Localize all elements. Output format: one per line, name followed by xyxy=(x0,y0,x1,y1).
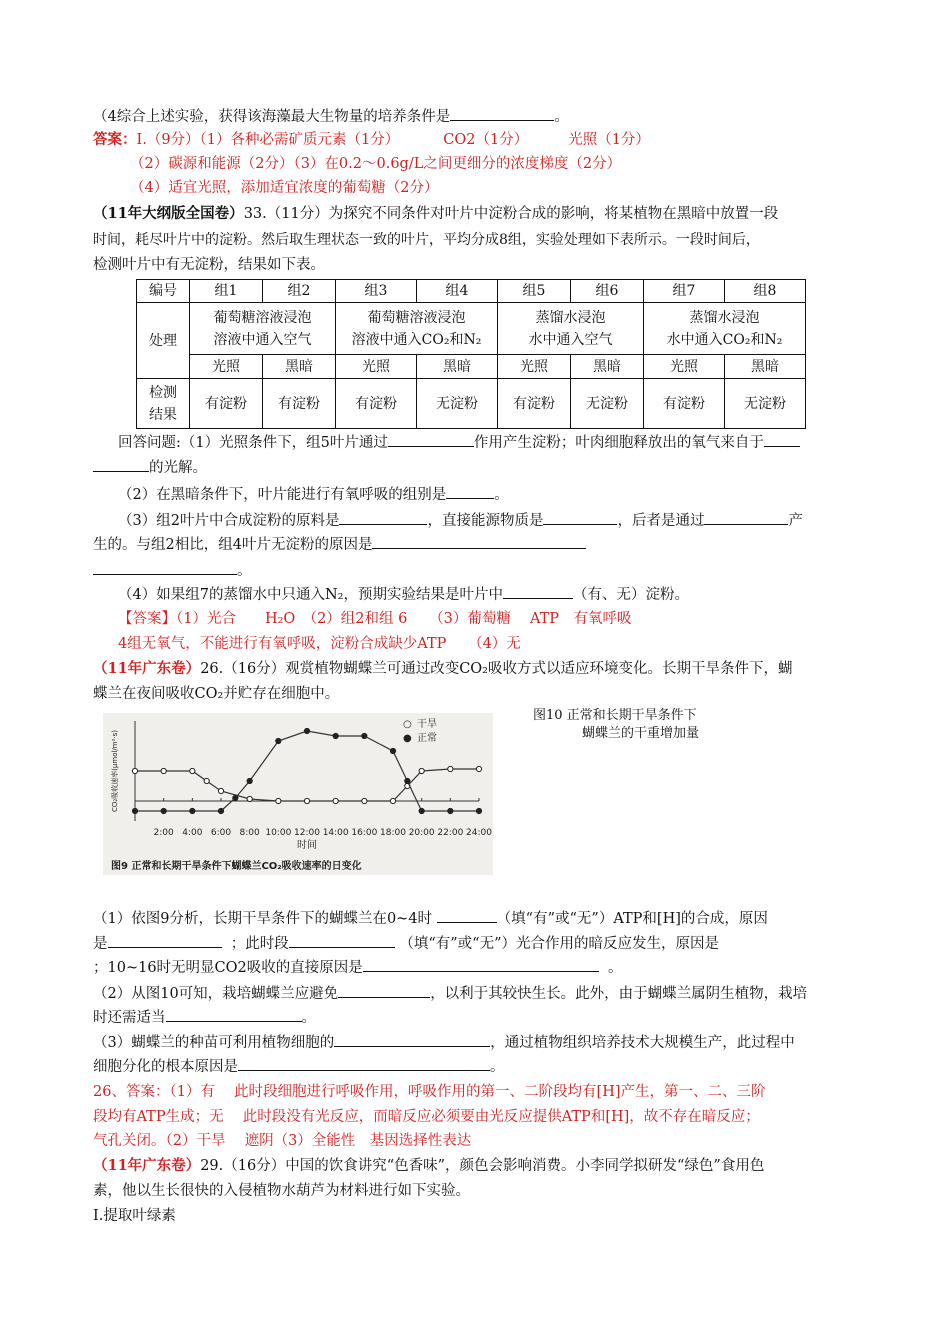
treatment-label: 处理 xyxy=(137,303,190,379)
data-point xyxy=(132,808,137,813)
light-cell: 黑暗 xyxy=(263,355,336,379)
data-point xyxy=(190,808,195,813)
q29-intro-2: 素，他以生长很快的入侵植物水葫芦为材料进行如下实验。 xyxy=(93,1183,470,1199)
group-header: 组7 xyxy=(644,280,725,303)
light-cell: 光照 xyxy=(644,355,725,379)
chart-title: 图9 正常和长期干旱条件下蝴蝶兰CO₂吸收速率的日变化 xyxy=(111,861,362,872)
q33-question-1b: 的光解。 xyxy=(93,456,207,479)
q33-question-4: （4）如果组7的蒸馏水中只通入N₂，预期实验结果是叶片中 （有、无）淀粉。 xyxy=(118,583,689,606)
data-point xyxy=(204,778,209,783)
result-cell: 有淀粉 xyxy=(263,379,336,429)
x-tick-label: 10:00 xyxy=(265,828,292,838)
x-tick-label: 24:00 xyxy=(466,828,492,838)
q4-line: （4综合上述实验，获得该海藻最大生物量的培养条件是 。 xyxy=(93,105,569,128)
legend-label: 正常 xyxy=(417,733,437,744)
data-point xyxy=(333,733,338,738)
light-cell: 光照 xyxy=(190,355,263,379)
experiment-table xyxy=(136,279,806,429)
q26-intro-2: 蝶兰在夜间吸收CO₂并贮存在细胞中。 xyxy=(93,686,340,702)
q33-intro-3: 检测叶片中有无淀粉，结果如下表。 xyxy=(93,257,325,273)
answer-1-line-3: （4）适宜光照，添加适宜浓度的葡萄糖（2分） xyxy=(130,180,439,196)
co2-absorption-chart xyxy=(103,713,493,875)
data-point xyxy=(448,808,453,813)
treatment-cell: 蒸馏水浸泡 水中通入CO₂和N₂ xyxy=(644,303,806,355)
q29-section: I.提取叶绿素 xyxy=(93,1208,176,1224)
q26-intro-1: （11年广东卷）26.（16分）观赏植物蝴蝶兰可通过改变CO₂吸收方式以适应环境变化。长期干旱条件下，蝴 xyxy=(93,660,793,677)
data-point xyxy=(476,808,481,813)
x-tick-label: 6:00 xyxy=(210,828,232,838)
q26-question-2b: 时还需适当 。 xyxy=(93,1006,316,1029)
q26-question-1b: 是 ；此时段 （填“有”或“无”）光合作用的暗反应发生，原因是 xyxy=(93,932,719,955)
data-point xyxy=(448,766,453,771)
group-header: 组3 xyxy=(336,280,417,303)
light-cell: 黑暗 xyxy=(417,355,498,379)
legend-marker: ○ xyxy=(403,719,412,730)
result-cell: 有淀粉 xyxy=(190,379,263,429)
x-tick-label: 2:00 xyxy=(153,828,174,838)
x-tick-label: 16:00 xyxy=(351,828,378,838)
data-point xyxy=(190,768,195,773)
q26-question-1c: ；10~16时无明显CO2吸收的直接原因是 。 xyxy=(93,956,622,979)
figure-10-caption-2: 蝴蝶兰的干重增加量 xyxy=(582,726,700,741)
x-tick-label: 12:00 xyxy=(294,828,320,838)
data-point xyxy=(390,748,395,753)
answer-2-line-2: 4组无氧气，不能进行有氧呼吸，淀粉合成缺少ATP （4）无 xyxy=(118,636,521,652)
data-point xyxy=(362,733,367,738)
x-tick-label: 8:00 xyxy=(239,828,260,838)
data-point xyxy=(390,798,395,803)
q33-question-3c: 。 xyxy=(93,559,252,582)
legend-marker: ● xyxy=(403,733,412,744)
data-point xyxy=(333,798,338,803)
q29-intro-1: （11年广东卷）29.（16分）中国的饮食讲究“色香味”，颜色会影响消费。小李同学拟研发“绿色”食用色 xyxy=(93,1157,765,1174)
result-cell: 有淀粉 xyxy=(336,379,417,429)
q33-question-3: （3）组2叶片中合成淀粉的原料是 ，直接能源物质是 ，后者是通过 产 xyxy=(118,509,803,532)
treatment-cell: 葡萄糖溶液浸泡 溶液中通入空气 xyxy=(190,303,336,355)
group-header: 组5 xyxy=(498,280,571,303)
group-header: 组8 xyxy=(725,280,806,303)
data-point xyxy=(476,766,481,771)
data-point xyxy=(233,795,238,800)
result-cell: 有淀粉 xyxy=(644,379,725,429)
group-header: 组2 xyxy=(263,280,336,303)
result-cell: 无淀粉 xyxy=(725,379,806,429)
group-header: 组6 xyxy=(571,280,644,303)
answer-2-line-1: 【答案】（1）光合 H₂O （2）组2和组 6 （3）葡萄糖 ATP 有氧呼吸 xyxy=(118,611,632,627)
answer-3-line-1: 26、答案：（1）有 此时段细胞进行呼吸作用，呼吸作用的第一、二阶段均有[H]产生，第一、二、三阶 xyxy=(93,1084,766,1100)
table-header-label: 编号 xyxy=(137,280,190,303)
answer-1-line-1: 答案：Ⅰ.（9分）（1）各种必需矿质元素（1分） CO2（1分） 光照（1分） xyxy=(93,131,650,148)
x-tick-label: 18:00 xyxy=(380,828,406,838)
data-point xyxy=(218,808,223,813)
data-point xyxy=(132,768,137,773)
data-point xyxy=(362,798,367,803)
data-point xyxy=(276,798,281,803)
q33-question-1: 回答问题:（1）光照条件下，组5叶片通过 作用产生淀粉；叶肉细胞释放出的氧气来自于 xyxy=(118,431,800,454)
data-point xyxy=(419,808,424,813)
x-tick-label: 22:00 xyxy=(437,828,464,838)
data-point xyxy=(247,796,252,801)
data-point xyxy=(247,778,252,783)
group-header: 组1 xyxy=(190,280,263,303)
q26-question-1: （1）依图9分析，长期干旱条件下的蝴蝶兰在0~4时 （填“有”或“无”）ATP和[H]的合成，原因 xyxy=(93,907,768,930)
x-axis-label: 时间 xyxy=(297,840,317,851)
light-cell: 黑暗 xyxy=(571,355,644,379)
answer-1-line-2: （2）碳源和能源（2分）（3）在0.2～0.6g/L之间更细分的浓度梯度（2分） xyxy=(130,156,622,172)
x-tick-label: 20:00 xyxy=(408,828,435,838)
q26-question-3: （3）蝴蝶兰的种苗可利用植物细胞的 ，通过植物组织培养技术大规模生产，此过程中 xyxy=(93,1031,795,1054)
data-point xyxy=(276,738,281,743)
q33-question-2: （2）在黑暗条件下，叶片能进行有氧呼吸的组别是 。 xyxy=(118,483,509,506)
data-point xyxy=(161,768,166,773)
y-axis-label: CO₂吸收速率(μmol/m²·s) xyxy=(111,729,119,813)
light-cell: 黑暗 xyxy=(725,355,806,379)
series-line-drought xyxy=(135,769,479,801)
legend-label: 干旱 xyxy=(417,719,437,730)
x-tick-label: 4:00 xyxy=(182,828,203,838)
data-point xyxy=(218,788,223,793)
group-header: 组4 xyxy=(417,280,498,303)
result-cell: 有淀粉 xyxy=(498,379,571,429)
treatment-cell: 葡萄糖溶液浸泡 溶液中通入CO₂和N₂ xyxy=(336,303,498,355)
data-point xyxy=(304,798,309,803)
figure-9-chart xyxy=(103,713,493,875)
q26-question-2: （2）从图10可知，栽培蝴蝶兰应避免 ，以利于其较快生长。此外，由于蝴蝶兰属阴生植物，栽培 xyxy=(93,982,807,1005)
data-point xyxy=(161,808,166,813)
answer-3-line-3: 气孔关闭。（2）干旱 遮阴（3）全能性 基因选择性表达 xyxy=(93,1133,472,1149)
q33-intro-2: 时间，耗尽叶片中的淀粉。然后取生理状态一致的叶片，平均分成8组，实验处理如下表所示。一段时间后， xyxy=(93,232,760,248)
answer-blank xyxy=(450,105,554,121)
data-point xyxy=(304,728,309,733)
figure-10-caption-1: 图10 正常和长期干旱条件下 xyxy=(533,708,697,723)
result-label: 检测 结果 xyxy=(137,379,190,429)
q33-question-3b: 生的。与组2相比，组4叶片无淀粉的原因是 xyxy=(93,533,586,556)
x-tick-label: 14:00 xyxy=(322,828,349,838)
q33-intro-1: （11年大纲版全国卷）33.（11分）为探究不同条件对叶片中淀粉合成的影响，将某植物在黑暗中放置一段 xyxy=(93,205,779,222)
result-cell: 无淀粉 xyxy=(417,379,498,429)
light-cell: 光照 xyxy=(498,355,571,379)
data-point xyxy=(405,778,410,783)
treatment-cell: 蒸馏水浸泡 水中通入空气 xyxy=(498,303,644,355)
data-point xyxy=(419,768,424,773)
answer-3-line-2: 段均有ATP生成；无 此时段没有光反应，而暗反应必须要由光反应提供ATP和[H]，故不存在暗反应； xyxy=(93,1109,760,1125)
light-cell: 光照 xyxy=(336,355,417,379)
result-cell: 无淀粉 xyxy=(571,379,644,429)
q26-question-3b: 细胞分化的根本原因是 。 xyxy=(93,1055,505,1078)
